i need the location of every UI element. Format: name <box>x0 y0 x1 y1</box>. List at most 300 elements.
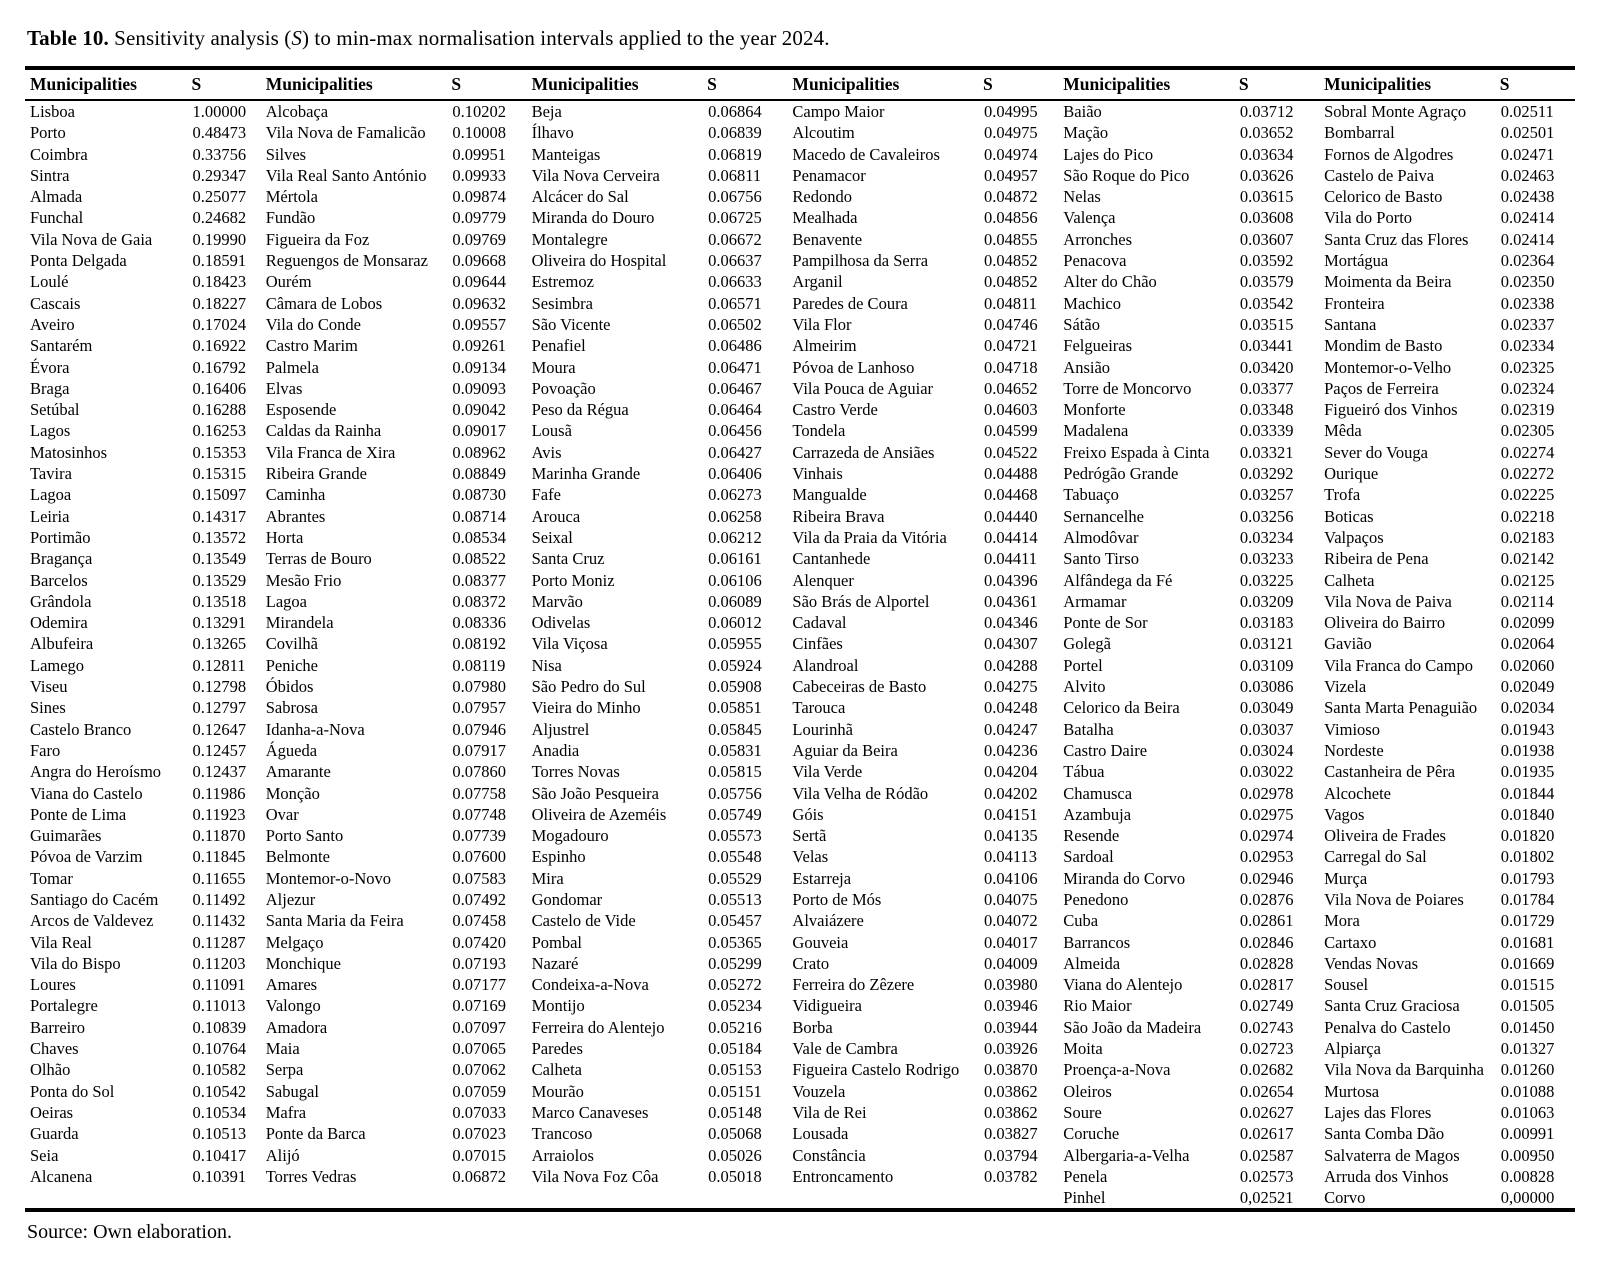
municipality-cell: Penedono <box>1063 889 1129 909</box>
column-header-municipalities: Municipalities <box>787 68 983 100</box>
s-value-cell: 0.06819 <box>708 144 762 164</box>
municipality-cell: Santiago do Cacém <box>30 889 159 909</box>
municipality-cell: Almeirim <box>792 336 857 356</box>
s-value-cell: 0.07917 <box>452 740 506 760</box>
s-value-cell: 0.08714 <box>452 506 506 526</box>
municipality-cell: Castanheira de Pêra <box>1324 762 1456 782</box>
municipality-cell: Sátão <box>1063 314 1100 334</box>
s-value-cell: 0.02125 <box>1500 570 1555 590</box>
municipality-cell: Alijó <box>265 1145 300 1165</box>
s-value-cell: 0.03234 <box>1239 527 1294 547</box>
s-value-cell: 0.02501 <box>1500 123 1555 143</box>
municipality-cell: Viseu <box>30 677 68 697</box>
municipality-cell: São João da Madeira <box>1063 1017 1202 1037</box>
s-value-cell: 0.07980 <box>452 677 506 697</box>
s-value-cell: 0.09134 <box>452 357 506 377</box>
table-row <box>25 1081 1575 1102</box>
table-row <box>25 570 1575 591</box>
s-value-cell: 0.02861 <box>1239 911 1294 931</box>
municipality-cell: Fornos de Algodres <box>1324 144 1454 164</box>
s-value-cell: 0.05955 <box>708 634 762 654</box>
municipality-cell: Chamusca <box>1063 783 1133 803</box>
s-value-cell: 0.07023 <box>452 1124 506 1144</box>
s-value-cell: 0.05026 <box>708 1145 762 1165</box>
municipality-cell: Sintra <box>30 165 70 185</box>
s-value-cell: 0.07420 <box>452 932 506 952</box>
s-value-cell: 0.02975 <box>1239 804 1294 824</box>
s-value-cell: 0.06427 <box>708 442 762 462</box>
s-value-cell: 0.03592 <box>1239 251 1294 271</box>
table-row <box>25 932 1575 953</box>
s-value-cell: 0.03980 <box>984 975 1038 995</box>
municipality-cell: Estarreja <box>792 868 852 888</box>
s-value-cell: 0.07059 <box>452 1081 506 1101</box>
s-value-cell: 0.03946 <box>984 996 1038 1016</box>
s-value-cell: 0.04746 <box>984 314 1038 334</box>
s-value-cell: 0.08336 <box>452 613 506 633</box>
municipality-cell: Machico <box>1063 293 1122 313</box>
s-value-cell: 0.04852 <box>984 251 1038 271</box>
table-row <box>25 484 1575 505</box>
municipality-cell: Vila Real <box>30 932 92 952</box>
municipality-cell: Carrazeda de Ansiães <box>792 442 935 462</box>
table-row <box>25 804 1575 825</box>
s-value-cell: 0.02438 <box>1500 187 1555 207</box>
s-value-cell: 0.04396 <box>984 570 1038 590</box>
municipality-cell: Mação <box>1063 123 1109 143</box>
municipality-cell: Constância <box>792 1145 866 1165</box>
municipality-cell: Nazaré <box>531 953 579 973</box>
municipality-cell: Paredes de Coura <box>792 293 908 313</box>
s-value-cell: 0.02573 <box>1239 1166 1294 1186</box>
municipality-cell: Manteigas <box>531 144 601 164</box>
s-value-cell: 0.02511 <box>1500 102 1554 121</box>
municipality-cell: Soure <box>1063 1102 1102 1122</box>
municipality-cell: Mangualde <box>792 485 867 505</box>
s-value-cell: 0.05548 <box>708 847 762 867</box>
s-value-cell: 0.10534 <box>192 1102 247 1122</box>
municipality-cell: Lisboa <box>30 102 75 121</box>
s-value-cell: 0.03441 <box>1239 336 1294 356</box>
municipality-cell: Santa Comba Dão <box>1324 1124 1445 1144</box>
municipality-cell: Moimenta da Beira <box>1324 272 1452 292</box>
table-row <box>25 1017 1575 1038</box>
municipality-cell: Benavente <box>792 229 863 249</box>
source-note: Source: Own elaboration. <box>27 1221 232 1244</box>
municipality-cell: Monchique <box>265 953 341 973</box>
municipality-cell: Vila do Bispo <box>30 953 121 973</box>
municipality-cell: Alcanena <box>30 1166 93 1186</box>
municipality-cell: Viana do Alentejo <box>1063 975 1183 995</box>
municipality-cell: Redondo <box>792 187 853 207</box>
municipality-cell: Almeida <box>1063 953 1121 973</box>
column-header-s: S <box>192 68 261 100</box>
municipality-cell: Guimarães <box>30 826 102 846</box>
municipality-cell: Vagos <box>1324 804 1365 824</box>
s-value-cell: 0.01450 <box>1500 1017 1555 1037</box>
s-value-cell: 0.01260 <box>1500 1060 1555 1080</box>
municipality-cell: Mirandela <box>265 613 334 633</box>
municipality-cell: Salvaterra de Magos <box>1324 1145 1460 1165</box>
s-value-cell: 0.02324 <box>1500 378 1555 398</box>
municipality-cell: Arronches <box>1063 229 1133 249</box>
s-value-cell: 0.09644 <box>452 272 506 292</box>
s-value-cell: 0.06571 <box>708 293 762 313</box>
s-value-cell: 0.01784 <box>1500 889 1555 909</box>
municipality-cell: Monção <box>265 783 320 803</box>
s-value-cell: 0.02064 <box>1500 634 1555 654</box>
s-value-cell: 0.03339 <box>1239 421 1294 441</box>
s-value-cell: 0.05272 <box>708 975 762 995</box>
municipality-cell: Mealhada <box>792 208 858 228</box>
s-value-cell: 0.04307 <box>984 634 1038 654</box>
municipality-cell: Penalva do Castelo <box>1324 1017 1451 1037</box>
s-value-cell: 0.04468 <box>984 485 1038 505</box>
municipality-cell: Pampilhosa da Serra <box>792 251 929 271</box>
s-value-cell: 0.13518 <box>192 591 247 611</box>
s-value-cell: 0.11287 <box>192 932 246 952</box>
municipality-cell: Porto <box>30 123 66 143</box>
municipality-cell: Amadora <box>265 1017 328 1037</box>
s-value-cell: 0.02617 <box>1239 1124 1294 1144</box>
municipality-cell: Alcobaça <box>265 102 329 121</box>
s-value-cell: 0.05299 <box>708 953 762 973</box>
s-value-cell: 0.02225 <box>1500 485 1555 505</box>
municipality-cell: Idanha-a-Nova <box>265 719 365 739</box>
s-value-cell: 0.18423 <box>192 272 247 292</box>
s-value-cell: 0.12811 <box>192 655 246 675</box>
municipality-cell: Campo Maior <box>792 102 885 121</box>
s-value-cell: 0.02114 <box>1500 591 1554 611</box>
s-value-cell: 0.02463 <box>1500 165 1555 185</box>
municipality-cell: Loures <box>30 975 76 995</box>
municipality-cell: Mesão Frio <box>265 570 342 590</box>
s-value-cell: 0.08962 <box>452 442 506 462</box>
s-value-cell: 0.09874 <box>452 187 506 207</box>
s-value-cell: 0.04151 <box>984 804 1038 824</box>
s-value-cell: 0.04204 <box>984 762 1038 782</box>
s-value-cell: 0.29347 <box>192 165 247 185</box>
s-value-cell: 0.09093 <box>452 378 506 398</box>
s-value-cell: 0.02034 <box>1500 698 1555 718</box>
s-value-cell: 0.09261 <box>452 336 506 356</box>
municipality-cell: Santa Maria da Feira <box>265 911 404 931</box>
municipality-cell: Ponte da Barca <box>265 1124 366 1144</box>
table-row <box>25 1187 1575 1210</box>
municipality-cell: Mêda <box>1324 421 1362 441</box>
municipality-cell: Oeiras <box>30 1102 74 1122</box>
table-row <box>25 122 1575 143</box>
municipality-cell: Vila Flor <box>792 314 852 334</box>
s-value-cell: 0.03794 <box>984 1145 1038 1165</box>
municipality-cell: Estremoz <box>531 272 594 292</box>
municipality-cell: Lagoa <box>265 591 307 611</box>
municipality-cell: Tondela <box>792 421 846 441</box>
table-row <box>25 591 1575 612</box>
municipality-cell: Cadaval <box>792 613 847 633</box>
municipality-cell: Castelo Branco <box>30 719 132 739</box>
s-value-cell: 0.13291 <box>192 613 247 633</box>
municipality-cell: Valpaços <box>1324 527 1384 547</box>
table-row <box>25 100 1575 122</box>
table-row <box>25 207 1575 228</box>
municipality-cell: Felgueiras <box>1063 336 1133 356</box>
column-header-s: S <box>1500 68 1575 100</box>
municipality-cell: Proença-a-Nova <box>1063 1060 1171 1080</box>
s-value-cell: 0.03024 <box>1239 740 1294 760</box>
s-value-cell: 0.03515 <box>1239 314 1294 334</box>
s-value-cell: 0.04247 <box>984 719 1038 739</box>
table-header-row <box>25 68 1575 100</box>
s-value-cell: 0.06633 <box>708 272 762 292</box>
s-value-cell: 0.05151 <box>708 1081 762 1101</box>
s-value-cell: 0.09632 <box>452 293 506 313</box>
table-row <box>25 527 1575 548</box>
s-value-cell: 0.04718 <box>984 357 1038 377</box>
municipality-cell: Vila Real Santo António <box>265 165 427 185</box>
table-row <box>25 655 1575 676</box>
municipality-cell: Celorico da Beira <box>1063 698 1180 718</box>
s-value-cell: 0.01943 <box>1500 719 1555 739</box>
s-value-cell: 0.18591 <box>192 251 247 271</box>
municipality-cell: Mogadouro <box>531 826 609 846</box>
s-value-cell: 0.04248 <box>984 698 1038 718</box>
s-value-cell: 0.01938 <box>1500 740 1555 760</box>
table-row <box>25 868 1575 889</box>
table-row <box>25 953 1575 974</box>
s-value-cell: 0.03321 <box>1239 442 1294 462</box>
s-value-cell: 0.02846 <box>1239 932 1294 952</box>
s-value-cell: 0.08534 <box>452 527 506 547</box>
municipality-cell: Vila Nova de Gaia <box>30 229 153 249</box>
s-value-cell: 0.04522 <box>984 442 1038 462</box>
municipality-cell: Trofa <box>1324 485 1361 505</box>
s-value-cell: 0.06811 <box>708 165 762 185</box>
s-value-cell: 0.05756 <box>708 783 762 803</box>
column-header-municipalities: Municipalities <box>527 68 708 100</box>
s-value-cell: 0.04957 <box>984 165 1038 185</box>
municipality-cell: Ourém <box>265 272 312 292</box>
table-caption-s-symbol: S <box>291 26 302 50</box>
municipality-cell: Óbidos <box>265 677 314 697</box>
s-value-cell: 0.13572 <box>192 527 247 547</box>
municipality-cell: Coruche <box>1063 1124 1120 1144</box>
s-value-cell: 0.06637 <box>708 251 762 271</box>
s-value-cell: 0.03652 <box>1239 123 1294 143</box>
s-value-cell: 0.01844 <box>1500 783 1555 803</box>
s-value-cell: 0.08192 <box>452 634 506 654</box>
s-value-cell: 1.00000 <box>192 102 247 121</box>
column-header-s: S <box>983 68 1058 100</box>
municipality-cell: Gondomar <box>531 889 603 909</box>
s-value-cell: 0.07458 <box>452 911 506 931</box>
s-value-cell: 0.09042 <box>452 400 506 420</box>
s-value-cell: 0.04361 <box>984 591 1038 611</box>
s-value-cell: 0.06089 <box>708 591 762 611</box>
table-row <box>25 676 1575 697</box>
s-value-cell: 0.01820 <box>1500 826 1555 846</box>
table-row <box>25 1166 1575 1187</box>
s-value-cell: 0.05457 <box>708 911 762 931</box>
s-value-cell: 0.07193 <box>452 953 506 973</box>
s-value-cell: 0.03608 <box>1239 208 1294 228</box>
table-caption-label: Table 10. <box>27 26 109 50</box>
municipality-cell: Guarda <box>30 1124 79 1144</box>
municipality-cell: Bragança <box>30 549 93 569</box>
municipality-cell: Lajes das Flores <box>1324 1102 1432 1122</box>
sensitivity-table <box>25 66 1575 1212</box>
municipality-cell: Mondim de Basto <box>1324 336 1443 356</box>
s-value-cell: 0.06406 <box>708 464 762 484</box>
municipality-cell: Calheta <box>1324 570 1375 590</box>
s-value-cell: 0.07169 <box>452 996 506 1016</box>
s-value-cell: 0.04856 <box>984 208 1038 228</box>
municipality-cell: Barreiro <box>30 1017 85 1037</box>
table-row <box>25 357 1575 378</box>
s-value-cell: 0.09779 <box>452 208 506 228</box>
s-value-cell: 0.02953 <box>1239 847 1294 867</box>
s-value-cell: 0.04017 <box>984 932 1038 952</box>
s-value-cell: 0.11013 <box>192 996 246 1016</box>
s-value-cell: 0.02471 <box>1500 144 1555 164</box>
municipality-cell: Grândola <box>30 591 92 611</box>
s-value-cell: 0.03634 <box>1239 144 1294 164</box>
s-value-cell: 0.16288 <box>192 400 247 420</box>
s-value-cell: 0.04852 <box>984 272 1038 292</box>
table-row <box>25 399 1575 420</box>
municipality-cell: Oliveira do Hospital <box>531 251 667 271</box>
municipality-cell: Portel <box>1063 655 1103 675</box>
s-value-cell: 0.04236 <box>984 740 1038 760</box>
municipality-cell: Pedrógão Grande <box>1063 464 1179 484</box>
column-header-municipalities: Municipalities <box>261 68 452 100</box>
s-value-cell: 0.03183 <box>1239 613 1294 633</box>
s-value-cell: 0.03579 <box>1239 272 1294 292</box>
table-row <box>25 463 1575 484</box>
municipality-cell: Vila Pouca de Aguiar <box>792 378 934 398</box>
s-value-cell: 0.02723 <box>1239 1039 1294 1059</box>
s-value-cell: 0.02587 <box>1239 1145 1294 1165</box>
s-value-cell: 0.10417 <box>192 1145 247 1165</box>
s-value-cell: 0.02974 <box>1239 826 1294 846</box>
municipality-cell: Albergaria-a-Velha <box>1063 1145 1190 1165</box>
s-value-cell <box>707 1187 787 1210</box>
municipality-cell: Mora <box>1324 911 1360 931</box>
s-value-cell: 0.04599 <box>984 421 1038 441</box>
s-value-cell: 0.02274 <box>1500 442 1555 462</box>
table-row <box>25 783 1575 804</box>
s-value-cell: 0.12647 <box>192 719 247 739</box>
column-header-municipalities: Municipalities <box>25 68 192 100</box>
municipality-cell: Celorico de Basto <box>1324 187 1443 207</box>
municipality-cell: Cinfães <box>792 634 843 654</box>
municipality-cell: Amarante <box>265 762 331 782</box>
s-value-cell: 0.01840 <box>1500 804 1555 824</box>
s-value-cell: 0.03292 <box>1239 464 1294 484</box>
column-header-s: S <box>1239 68 1319 100</box>
municipality-cell: Castro Marim <box>265 336 358 356</box>
municipality-cell: Faro <box>30 740 61 760</box>
municipality-cell: Ponta do Sol <box>30 1081 115 1101</box>
s-value-cell: 0.11870 <box>192 826 246 846</box>
municipality-cell: Bombarral <box>1324 123 1395 143</box>
municipality-cell: Borba <box>792 1017 833 1037</box>
table-row <box>25 697 1575 718</box>
municipality-cell: Lousada <box>792 1124 849 1144</box>
s-value-cell: 0.06464 <box>708 400 762 420</box>
s-value-cell: 0.06106 <box>708 570 762 590</box>
s-value-cell: 0.10582 <box>192 1060 247 1080</box>
s-value-cell: 0.02272 <box>1500 464 1555 484</box>
municipality-cell: Lajes do Pico <box>1063 144 1154 164</box>
municipality-cell: Corvo <box>1324 1188 1366 1208</box>
s-value-cell: 0.04721 <box>984 336 1038 356</box>
s-value-cell: 0.02142 <box>1500 549 1555 569</box>
municipality-cell: Resende <box>1063 826 1120 846</box>
municipality-cell: Figueira da Foz <box>265 229 370 249</box>
municipality-cell: Sabrosa <box>265 698 318 718</box>
s-value-cell: 0.02334 <box>1500 336 1555 356</box>
s-value-cell: 0.04009 <box>984 953 1038 973</box>
municipality-cell: Vila Nova de Poiares <box>1324 889 1464 909</box>
municipality-cell: Mafra <box>265 1102 307 1122</box>
s-value-cell: 0.01327 <box>1500 1039 1555 1059</box>
s-value-cell: 0.06486 <box>708 336 762 356</box>
s-value-cell: 0.03121 <box>1239 634 1294 654</box>
municipality-cell: Vila Nova Cerveira <box>531 165 660 185</box>
municipality-cell: Penafiel <box>531 336 586 356</box>
municipality-cell: Ourique <box>1324 464 1379 484</box>
s-value-cell: 0.05148 <box>708 1102 762 1122</box>
s-value-cell: 0.01729 <box>1500 911 1555 931</box>
municipality-cell: Velas <box>792 847 829 867</box>
s-value-cell: 0.02364 <box>1500 251 1555 271</box>
table-caption-text-post: ) to min-max normalisation intervals applied to the year 2024. <box>301 26 830 50</box>
municipality-cell: Portalegre <box>30 996 98 1016</box>
s-value-cell: 0.02682 <box>1239 1060 1294 1080</box>
municipality-cell: Moura <box>531 357 576 377</box>
municipality-cell: Gouveia <box>792 932 849 952</box>
s-value-cell: 0.03109 <box>1239 655 1294 675</box>
municipality-cell: Barcelos <box>30 570 88 590</box>
municipality-cell: Santana <box>1324 314 1377 334</box>
municipality-cell: Vila Verde <box>792 762 863 782</box>
table-row <box>25 719 1575 740</box>
s-value-cell: 0.10008 <box>452 123 506 143</box>
municipality-cell: Vila Viçosa <box>531 634 608 654</box>
municipality-cell: Vidigueira <box>792 996 862 1016</box>
municipality-cell: Sertã <box>792 826 827 846</box>
s-value-cell <box>983 1187 1058 1210</box>
municipality-cell: Anadia <box>531 740 580 760</box>
municipality-cell: Funchal <box>30 208 84 228</box>
municipality-cell: Montemor-o-Velho <box>1324 357 1452 377</box>
s-value-cell: 0.09557 <box>452 314 506 334</box>
municipality-cell: Trancoso <box>531 1124 593 1144</box>
s-value-cell: 0.12797 <box>192 698 247 718</box>
municipality-cell: Mértola <box>265 187 318 207</box>
s-value-cell: 0.02743 <box>1239 1017 1294 1037</box>
s-value-cell: 0.07065 <box>452 1039 506 1059</box>
s-value-cell: 0.16922 <box>192 336 247 356</box>
s-value-cell: 0.04075 <box>984 889 1038 909</box>
municipality-cell: Tabuaço <box>1063 485 1119 505</box>
municipality-cell: Sines <box>30 698 66 718</box>
municipality-cell: Oliveira do Bairro <box>1324 613 1446 633</box>
municipality-cell: Entroncamento <box>792 1166 894 1186</box>
municipality-cell: Beja <box>531 102 562 121</box>
municipality-cell: Castelo de Paiva <box>1324 165 1435 185</box>
